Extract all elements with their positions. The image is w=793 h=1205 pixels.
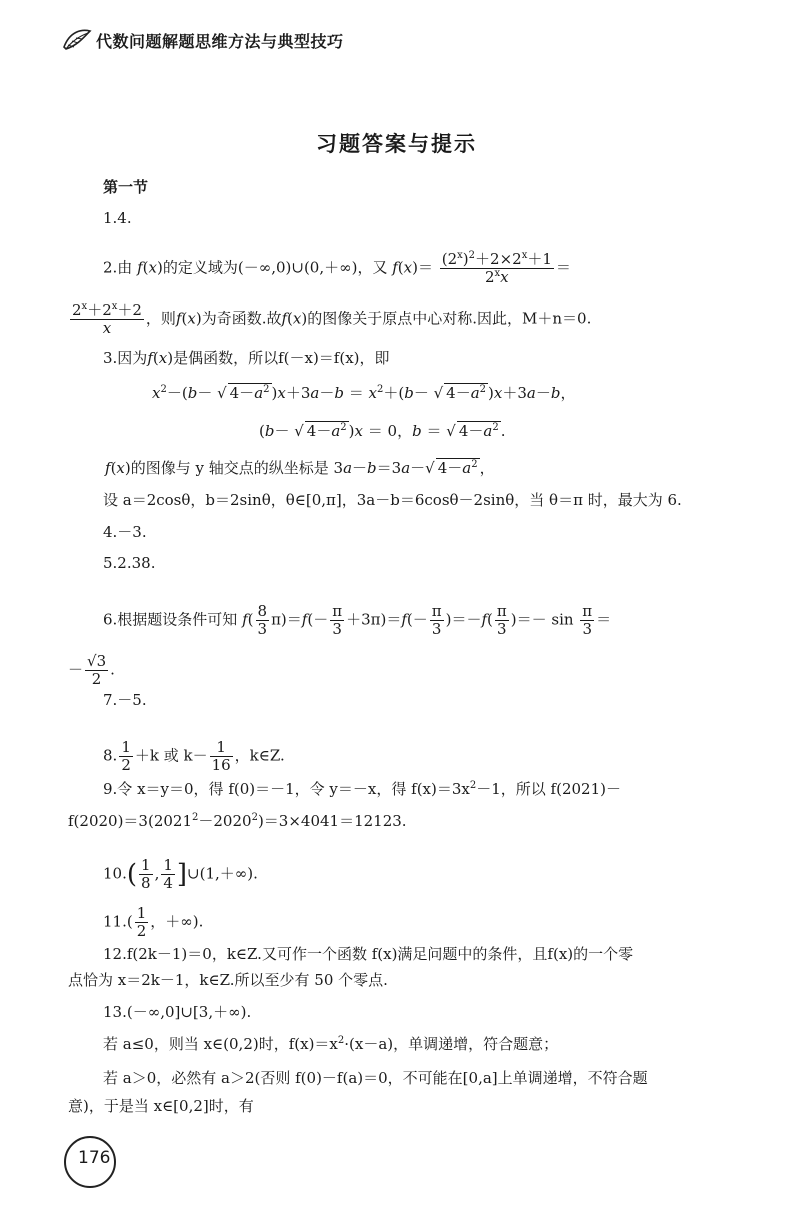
answer-7: 7.－5. <box>103 691 147 709</box>
answer-13-case-2-line-2: 意)，于是当 x∈[0,2]时，有 <box>68 1097 254 1115</box>
answer-8: 8. $\frac{1}{2}$ ＋k 或 k－ $\frac{1}{16}$ ，k∈Z. <box>103 738 285 774</box>
answer-9-line-1: 9.令 x＝y＝0，得 f(0)＝－1，令 y＝－x，得 $f(x)=3x^2-1$，所以 f(2021)－ <box>103 780 621 798</box>
answer-4: 4.－3. <box>103 523 147 541</box>
leaf-logo-icon <box>62 27 92 53</box>
answer-13-case-2-line-1: 若 a＞0，必然有 a＞2(否则 f(0)－f(a)＝0，不可能在[0,a]上单调递增，不符合题 <box>103 1069 648 1087</box>
answer-10: 10.( $\frac{1}{8}$ , $\frac{1}{4}$ ]∪(1,＋∞). <box>103 856 258 892</box>
running-header <box>62 20 344 60</box>
answer-2-line-1: 2.由 f(x)的定义域为(－∞,0)∪(0,＋∞)，又 f(x)＝ $\frac{(2^x)^2+2\times 2^x+1}{2^xx}$ ＝ <box>103 250 571 286</box>
equation-3b: (b－ √ $4-a^2$ )x ＝ 0，b ＝ √ $4-a^2$ . <box>259 422 506 440</box>
page-number: 176 <box>78 1148 111 1168</box>
answer-3-line-3: 设 a＝2cosθ，b＝2sinθ，θ∈[0,π]，3a－b＝6cosθ－2sinθ，当 θ＝π 时，最大为 6. <box>103 491 682 509</box>
answer-6-line-1: 6.根据题设条件可知 f( $\frac{8}{3}$ π)＝f(－ $\frac{\pi}{3}$ ＋3π)＝f(－ $\frac{\pi}{3}$ )＝－f( $\frac{\pi}{3}$ )＝－ sin $\frac{\pi}{3}$ ＝ <box>103 602 612 638</box>
answer-11: 11.( $\frac{1}{2}$ ，＋∞). <box>103 904 204 940</box>
header-title: 代数问题解题思维方法与典型技巧 <box>96 31 344 51</box>
answer-12-line-2: 点恰为 x＝2k－1，k∈Z.所以至少有 50 个零点. <box>68 971 388 989</box>
answer-5: 5.2.38. <box>103 554 156 572</box>
answer-3-line-1: 3.因为f(x)是偶函数，所以f(－x)＝f(x)，即 <box>103 349 390 367</box>
answer-9-line-2: $f(2020)=3(2021^2-2020^2)=3\times 4041=12123$. <box>68 812 407 830</box>
section-title: 第一节 <box>103 178 149 196</box>
equation-3a: $x^2-(b-$ √ $4-a^2$ )$x+3a-b = x^2+(b-$ √ $4-a^2$ )x＋3a－b， <box>152 384 576 402</box>
answer-13-case-1: 若 a≤0，则当 x∈(0,2)时，$f(x)=x^2\cdot(x-a)$，单调递增，符合题意； <box>103 1035 559 1053</box>
answer-3-line-2: f(x)的图像与 y 轴交点的纵坐标是 3a－b＝3a－√ $4-a^2$ ， <box>105 459 495 477</box>
answer-1: 1.4. <box>103 209 132 227</box>
answer-6-line-2: － $\frac{√3}{2}$ . <box>68 652 115 688</box>
answer-13: 13.(－∞,0]∪[3,＋∞). <box>103 1003 252 1021</box>
answer-2-line-2: $\frac{2^x+2^x+2}{x}$ ，则f(x)为奇函数.故f(x)的图像关于原点中心对称.因此，M＋n＝0. <box>72 301 592 337</box>
page-title: 习题答案与提示 <box>316 132 477 156</box>
answer-12-line-1: 12.f(2k－1)＝0，k∈Z.又可作一个函数 f(x)满足问题中的条件，且f(x)的一个零 <box>103 945 634 963</box>
